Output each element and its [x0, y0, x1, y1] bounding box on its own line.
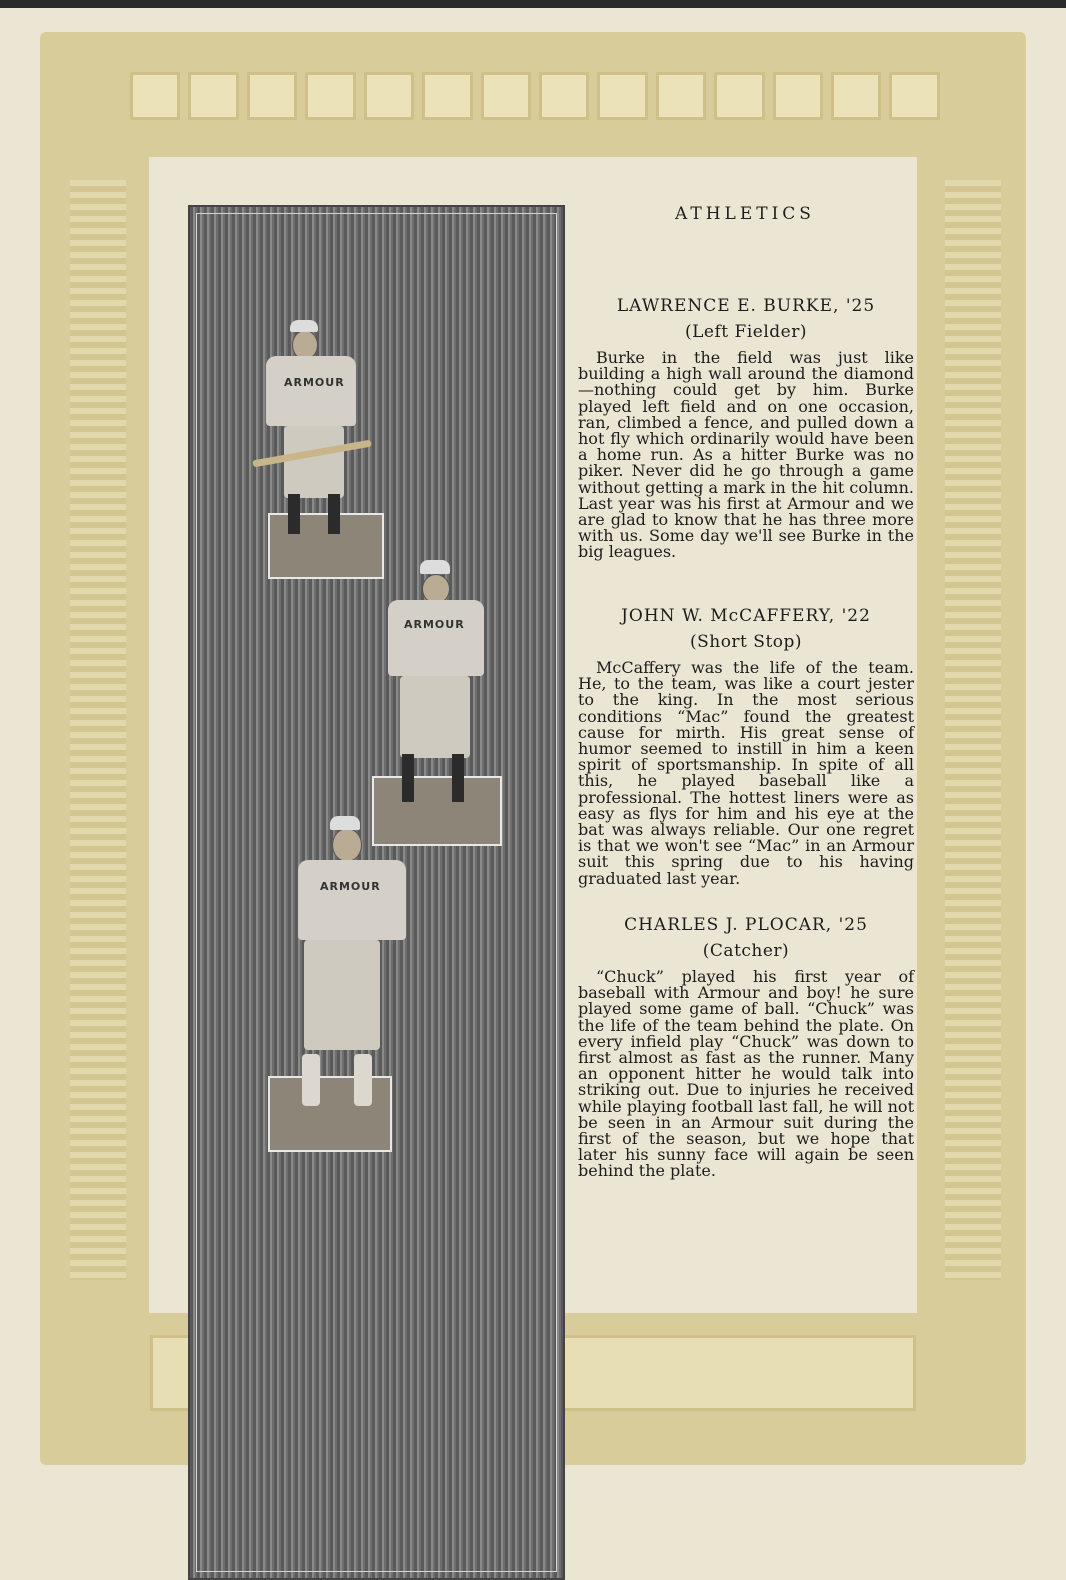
player-name: JOHN W. McCAFFERY, '22 — [621, 606, 871, 626]
player-name: LAWRENCE E. BURKE, '25 — [616, 296, 876, 316]
player-position: (Catcher) — [702, 941, 790, 961]
bio-plocar — [578, 915, 914, 1180]
scan-edge — [0, 0, 1066, 8]
player-bio-text: Burke in the field was just like building a high wall around the diamond—nothing could get by him. Burke played left field and on one occasion, ran, climbed a fence, and pulled down a hot fly which ordinarily would have been a home run. As a hitter Burke was no piker. Never did he go through a game without getting a mark in the hit column. Last year was his first at Armour and we are glad to know that he has three more with us. Some day we'll see Burke in the big leagues. — [578, 348, 914, 562]
yearbook-page: ARMOUR ARMOUR ARMOUR ATHLETICS LAWRENCE E. BURKE, '25 (Left Fielder) Burke in the field was just like building a high wall around the diamond—nothing could get by him. Burke played left field and on one occasion, ran, climbed a fence, and pulled down a hot fly which ordinarily would have been a home run. As a hitter Burke was no piker. Never did he go through a game without getting a mark in the hit column. Last year was his first at Armour and we are glad to know that he has three more with us. Some day we'll see Burke in the big leagues. JOHN W. McCAFFERY, '22 (Short Stop) McCaffery was the life of the team. He, to the team, was like a court jester to the king. In the most serious conditions “Mac” found the greatest cause for mirth. His great sense of humor seemed to instill in him a keen spirit of sportsmanship. In spite of all this, he played baseball like a professional. The hottest liners were as easy as flys for him and his eye at the bat was always reliable. Our one regret is that we won't see “Mac” in an Armour suit this spring due to his having graduated last year. CHARLES J. PLOCAR, '25 (Catcher) “Chuck” played his first year of baseball with Armour and boy! he sure played some game of ball. “Chuck” was the life of the team behind the plate. On every infield play “Chuck” was down to first almost as fast as the runner. Many an opponent hitter he would talk into striking out. Due to injuries he received while playing football last fall, he will not be seen in an Armour suit during the first of the season, but we hope that later his sunny face will again be seen behind the plate. — [0, 0, 1066, 1500]
section-title: ATHLETICS — [675, 204, 815, 224]
jersey-lettering: ARMOUR — [284, 376, 345, 389]
left-border-ornament-icon — [70, 180, 126, 1280]
header-block-row — [130, 72, 940, 120]
bio-mccaffery — [578, 606, 914, 887]
player-name: CHARLES J. PLOCAR, '25 — [624, 915, 868, 935]
player-bio-text: McCaffery was the life of the team. He, to the team, was like a court jester to the king. In the most serious conditions “Mac” found the greatest cause for mirth. His great sense of humor seemed to instill in him a keen spirit of sportsmanship. In spite of all this, he played baseball like a professional. The hottest liners were as easy as flys for him and his eye at the bat was always reliable. Our one regret is that we won't see “Mac” in an Armour suit this spring due to his having graduated last year. — [578, 658, 914, 888]
player-position: (Left Fielder) — [685, 322, 807, 342]
player-bio-text: “Chuck” played his first year of baseball with Armour and boy! he sure played some game of ball. “Chuck” was the life of the team behind the plate. On every infield play “Chuck” was down to first almost as fast as the runner. Many an opponent hitter he would talk into striking out. Due to injuries he received while playing football last fall, he will not be seen in an Armour suit during the first of the season, but we hope that later his sunny face will again be seen behind the plate. — [578, 967, 914, 1181]
right-border-ornament-icon — [945, 180, 1001, 1280]
player-position: (Short Stop) — [689, 632, 803, 652]
bio-burke — [578, 296, 914, 561]
